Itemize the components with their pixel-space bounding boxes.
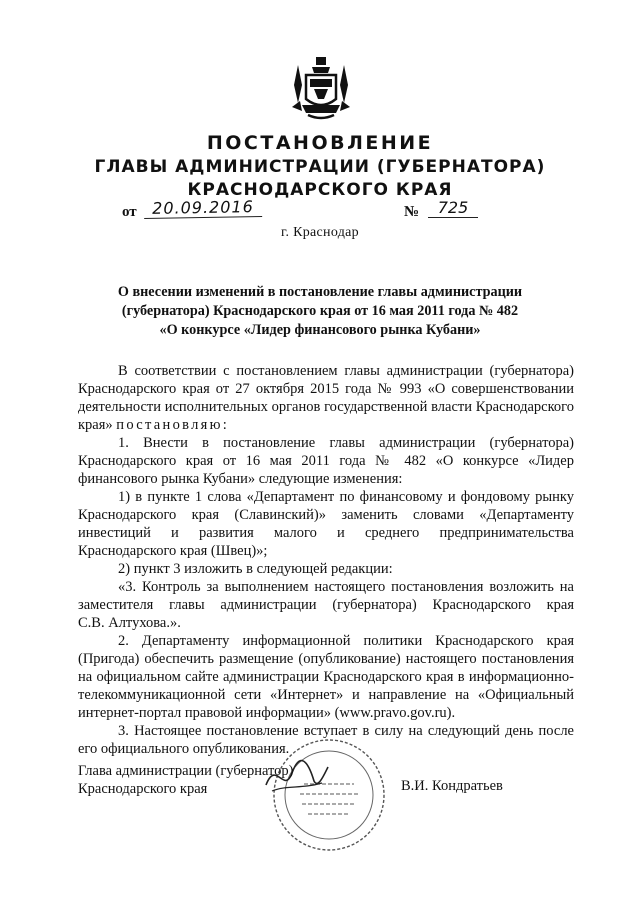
body-line: инвестиций и развития малого и среднего предпринимательства [78, 525, 574, 541]
body-line: 1) в пункте 1 слова «Департамент по финансовому и фондовому рынку [118, 489, 574, 505]
body-line: заместителя главы администрации (губернатора) Краснодарского края [78, 597, 574, 613]
signatory-position: Глава администрации (губернатор) [78, 763, 294, 779]
city-line: г. Краснодар [281, 225, 359, 240]
body-line: 1. Внести в постановление главы администрации (губернатора) [118, 435, 574, 451]
body-line: деятельности исполнительных органов государственной власти Краснодарского [78, 399, 574, 415]
number-prefix: № [404, 204, 420, 220]
subject-title-line: О внесении изменений в постановление главы администрации [117, 284, 523, 300]
body-line: его официального опубликования. [78, 741, 290, 757]
krasnodar-coat-of-arms-icon [290, 55, 352, 125]
subject-title-line: «О конкурсе «Лидер финансового рынка Кубани» [159, 322, 481, 338]
region-line: КРАСНОДАРСКОГО КРАЯ [187, 180, 453, 200]
body-line: интернет-портал правовой информации» (www.pravo.gov.ru). [78, 705, 456, 721]
subject-title-line: (губернатора) Краснодарского края от 16 мая 2011 года № 482 [121, 303, 519, 319]
document-type-title: ПОСТАНОВЛЕНИЕ [206, 132, 434, 154]
body-line: В соответствии с постановлением главы администрации (губернатора) [118, 363, 574, 379]
issuer-line: ГЛАВЫ АДМИНИСТРАЦИИ (ГУБЕРНАТОРА) [94, 157, 546, 177]
signatory-position-region: Краснодарского края [78, 781, 208, 797]
body-line: Краснодарского края от 27 октября 2015 года № 993 «О совершенствовании [78, 381, 574, 397]
decree-word: постановляю: [116, 417, 230, 433]
date-prefix: от [122, 204, 137, 220]
body-line: (Пригода) обеспечить размещение (опубликование) настоящего постановления [78, 651, 574, 667]
document-number: 725 [428, 198, 478, 218]
body-line: Краснодарского края (Швец)»; [78, 543, 268, 559]
body-line: Краснодарского края (Славинский)» заменить словами «Департаменту [78, 507, 574, 523]
body-line: телекоммуникационной сети «Интернет» и направление на «Официальный [78, 687, 574, 703]
body-line: 3. Настоящее постановление вступает в силу на следующий день после [118, 723, 574, 739]
signatory-name: В.И. Кондратьев [401, 778, 503, 794]
body-line: на официальном сайте администрации Краснодарского края в информационно- [78, 669, 574, 685]
body-line-start: края» [78, 417, 113, 433]
body-line: 2) пункт 3 изложить в следующей редакции: [118, 561, 393, 577]
body-line: финансового рынка Кубани» следующие изменения: [78, 471, 403, 487]
body-line: «3. Контроль за выполнением настоящего постановления возложить на [118, 579, 574, 595]
body-line: С.В. Алтухова.». [78, 615, 181, 631]
document-date: 20.09.2016 [144, 197, 262, 219]
body-line: 2. Департаменту информационной политики Краснодарского края [118, 633, 574, 649]
body-line: Краснодарского края от 16 мая 2011 года № 482 «О конкурсе «Лидер [78, 453, 574, 469]
body-line [78, 416, 574, 434]
